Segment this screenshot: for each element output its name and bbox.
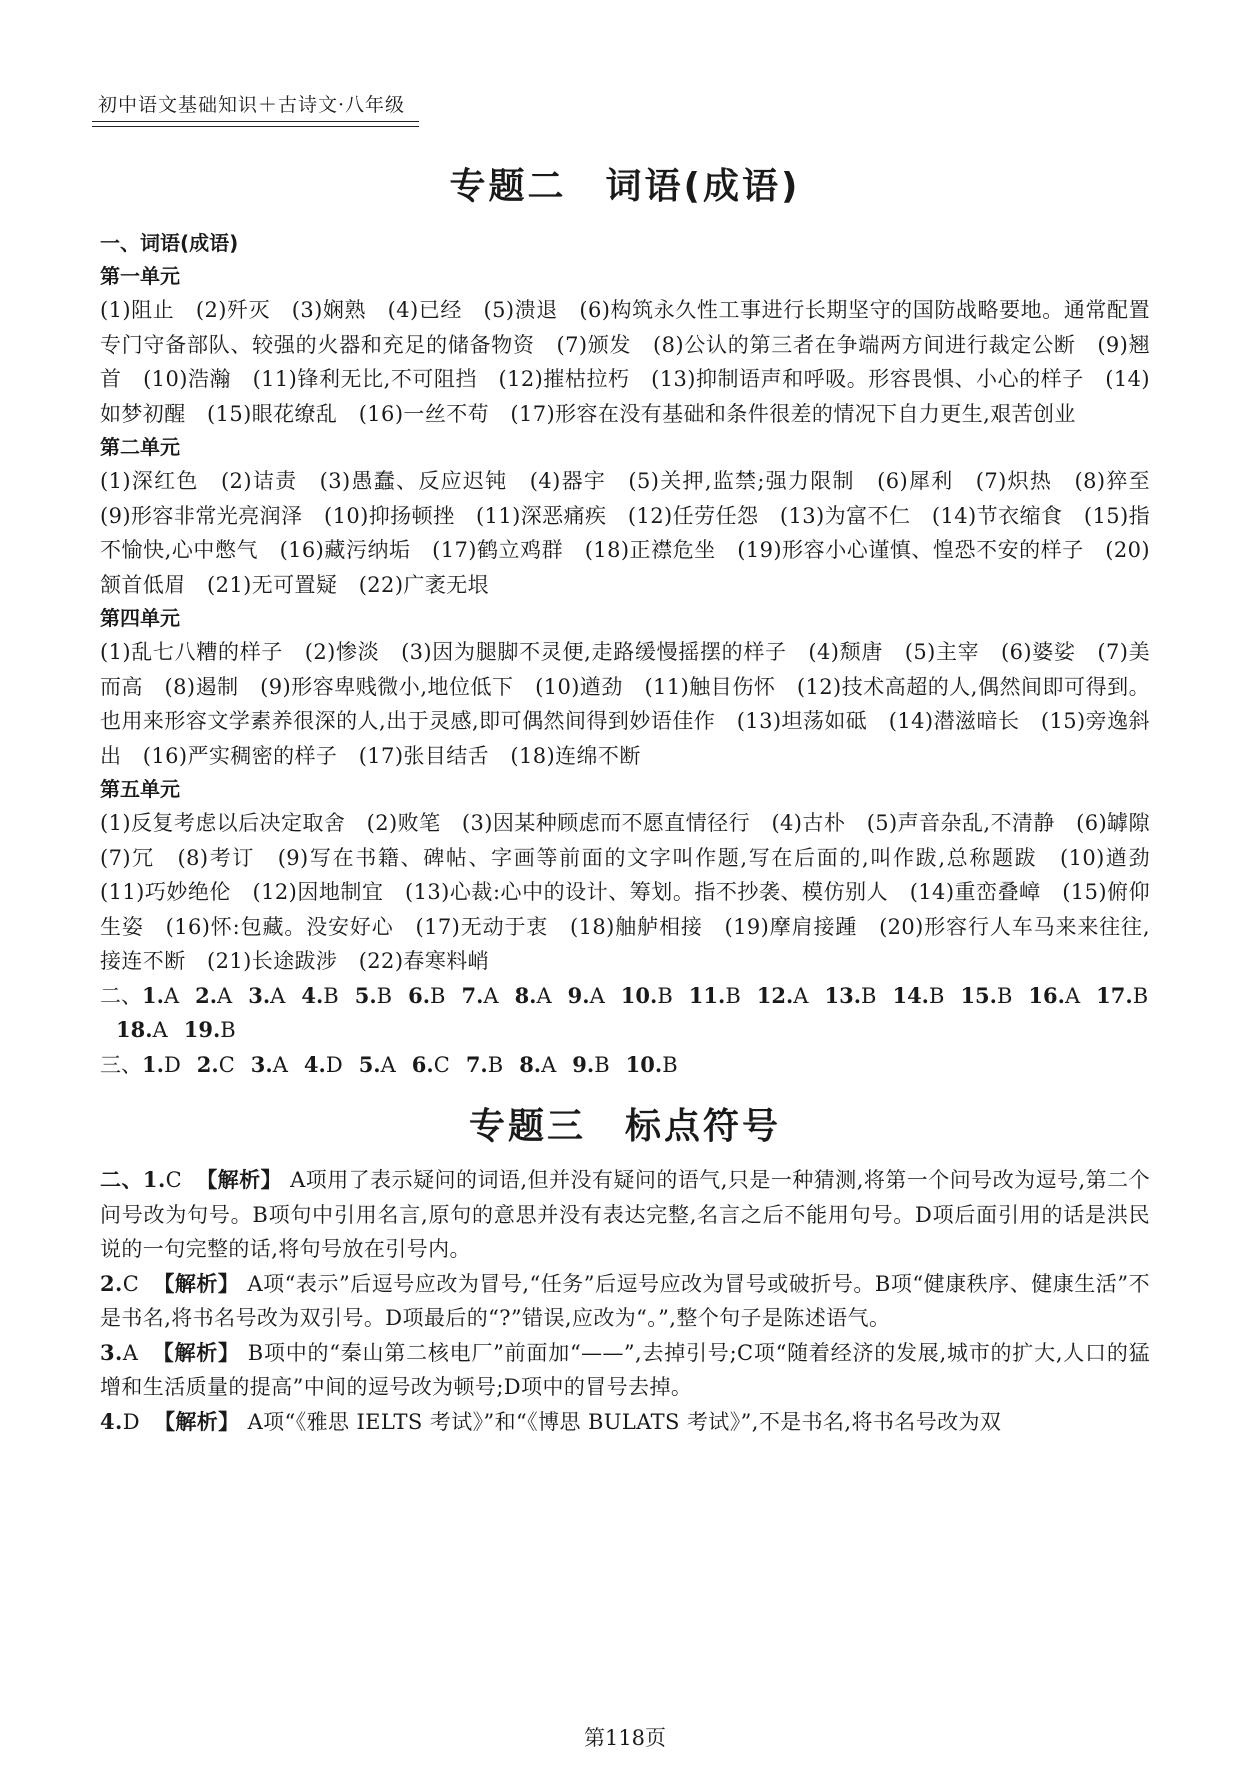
answer-item [461, 984, 498, 1008]
section-2-answers [100, 979, 1150, 1048]
section-3-answers [100, 1048, 1150, 1083]
page-content [100, 158, 1172, 1439]
question-number: 11. [688, 982, 726, 1008]
answer-letter: B [220, 1018, 236, 1042]
question-number: 8. [514, 982, 537, 1008]
explanation-text: B项中的“秦山第二核电厂”前面加“——”,去掉引号;C项“随着经济的发展,城市的扩大,人口的猛增和生活质量的提高”中间的逗号改为顿号;D项中的冒号去掉。 [100, 1340, 1150, 1399]
question-number: 12. [756, 982, 794, 1008]
question-number: 7. [465, 1051, 488, 1077]
answer-item [248, 984, 285, 1008]
answer-item [1028, 984, 1080, 1008]
unit-heading: 第一单元 [100, 264, 180, 288]
answer-letter: B [594, 1052, 610, 1077]
explanation-text: A项“表示”后逗号应改为冒号,“任务”后逗号应改为冒号或破折号。B项“健康秩序、健康生活”不是书名,将书名号改为双引号。D项最后的“?”错误,应改为“。”,整个句子是陈述语气。 [100, 1271, 1150, 1330]
question-number: 1. [142, 982, 164, 1008]
question-number: 15. [960, 982, 997, 1008]
answer-letter: A [270, 983, 286, 1008]
question-number: 18. [116, 1017, 153, 1042]
answer-letter: B [323, 983, 339, 1008]
question-number: 14. [892, 982, 929, 1008]
answer-letter: D [163, 1052, 181, 1077]
answer-letter: A [163, 983, 180, 1008]
answer-item [304, 1053, 343, 1077]
answer-letter: B [929, 983, 945, 1008]
answer-item [301, 984, 338, 1008]
answer-letter: C [433, 1052, 450, 1077]
answer-item [142, 1053, 181, 1077]
question-number: 19. [183, 1017, 221, 1042]
answer-item [515, 984, 552, 1008]
answer-letter: A [589, 983, 605, 1008]
answer-letter: D [325, 1052, 343, 1077]
unit-answers: (1)反复考虑以后决定取舍 (2)败笔 (3)因某种顾虑而不愿直情径行 (4)古朴 (5)声音杂乱,不清静 (6)罅隙 (7)冗 (8)考订 (9)写在书籍、碑帖、字画等前面的文字叫作题,写在后面的,叫作跋,总称题跋 (10)遒劲 (11)巧妙绝伦 (12)因地制宜 (13)心裁:心中的设计、筹划。指不抄袭、模仿别人 (14)重峦叠嶂 (15)俯仰生姿 (16)怀:包藏。没安好心 (17)无动于衷 (18)舳舻相接 (19)摩肩接踵 (20)形容行人车马来来往往,接连不断 (21)长途跋涉 (22)春寒料峭 [100, 811, 1172, 973]
answer-letter: A [272, 1052, 288, 1077]
unit-heading: 第五单元 [100, 777, 180, 801]
unit-answers: (1)深红色 (2)诘责 (3)愚蠢、反应迟钝 (4)器宇 (5)关押,监禁;强力限制 (6)犀利 (7)炽热 (8)猝至 (9)形容非常光亮润泽 (10)抑扬顿挫 (11)深恶痛疾 (12)任劳任怨 (13)为富不仁 (14)节衣缩食 (15)指不愉快,心中憋气 (16)藏污纳垢 (17)鹤立鸡群 (18)正襟危坐 (19)形容小心谨慎、惶恐不安的样子 (20)颔首低眉 (21)无可置疑 (22)广袤无垠 [100, 469, 1172, 597]
explanation-item [100, 1336, 1150, 1405]
answer-item [621, 984, 673, 1008]
unit-block [100, 431, 1172, 602]
answer-item [197, 1053, 235, 1077]
section-prefix: 三、 [100, 1052, 142, 1077]
analysis-tag: 【解析】 [153, 1270, 240, 1296]
explanation-text: A项用了表示疑问的词语,但并没有疑问的语气,只是一种猜测,将第一个问号改为逗号,第二个问号改为句号。B项句中引用名言,原句的意思并没有表达完整,名言之后不能用句号。D项后面引用的话是洪民说的一句完整的话,将句号放在引号内。 [100, 1168, 1150, 1261]
question-number: 8. [519, 1051, 542, 1077]
answer-letter: B [662, 1052, 678, 1077]
answer-item [960, 984, 1012, 1008]
unit-block [100, 773, 1172, 979]
answer-letter: A [793, 983, 809, 1008]
answer-item [466, 1053, 503, 1077]
answer-item [142, 984, 179, 1008]
question-number: 4. [303, 1051, 326, 1077]
answer-letter: B [996, 983, 1013, 1008]
answer-item [519, 1053, 556, 1077]
answer-item [359, 1053, 396, 1077]
answer-letter: B [861, 983, 877, 1008]
answer-item [626, 1053, 678, 1077]
answer-letter: A [380, 1052, 396, 1077]
section-prefix: 二、 [100, 983, 142, 1008]
answer-item [355, 984, 392, 1008]
question-number: 3. [100, 1339, 123, 1365]
topic-2-title: 专题二 词语(成语) [449, 166, 801, 207]
unit-heading: 第二单元 [100, 435, 180, 459]
question-number: 4. [301, 982, 324, 1008]
answer-item [195, 984, 232, 1008]
question-number: 5. [354, 982, 377, 1008]
answer-letter: A [152, 1018, 168, 1042]
answer-letter: D [122, 1409, 140, 1434]
answer-item [689, 984, 741, 1008]
question-number: 10. [620, 982, 658, 1008]
answer-item [184, 1018, 236, 1042]
question-number: 二、1. [100, 1167, 166, 1192]
question-number: 2. [100, 1270, 123, 1296]
answer-item [568, 984, 605, 1008]
question-number: 9. [572, 1051, 595, 1077]
answer-letter: A [536, 983, 552, 1008]
answer-item [824, 984, 876, 1008]
section-1-heading: 一、词语(成语) [100, 231, 239, 255]
answer-letter: A [217, 983, 233, 1008]
answer-item [572, 1053, 609, 1077]
analysis-tag: 【解析】 [196, 1167, 283, 1192]
analysis-tag: 【解析】 [153, 1408, 240, 1434]
answer-letter: C [165, 1168, 183, 1192]
explanation-item [100, 1267, 1150, 1336]
answer-item [116, 1018, 168, 1042]
explanation-text: A项“《雅思 IELTS 考试》”和“《博思 BULATS 考试》”,不是书名,将书名号改为双 [247, 1409, 1002, 1434]
question-number: 2. [195, 982, 218, 1008]
answer-letter: B [430, 983, 446, 1008]
answer-letter: B [487, 1052, 504, 1077]
question-number: 7. [461, 982, 484, 1008]
question-number: 3. [250, 1051, 273, 1077]
question-number: 1. [142, 1051, 164, 1077]
question-number: 5. [358, 1051, 381, 1077]
answer-letter: B [1132, 983, 1149, 1008]
answer-letter: A [541, 1052, 557, 1077]
answer-letter: C [218, 1052, 235, 1077]
answer-letter: A [1064, 983, 1081, 1008]
answer-item [892, 984, 944, 1008]
answer-letter: A [122, 1340, 139, 1365]
topic-3-title: 专题三 标点符号 [468, 1106, 781, 1147]
answer-letter: B [725, 983, 741, 1008]
running-header: 初中语文基础知识＋古诗文·八年级 [92, 90, 419, 122]
question-number: 17. [1096, 982, 1133, 1008]
unit-block [100, 260, 1150, 431]
question-number: 10. [625, 1051, 663, 1077]
answer-item [412, 1053, 450, 1077]
explanation-item [100, 1163, 1150, 1267]
analysis-tag: 【解析】 [152, 1339, 240, 1365]
answer-item [757, 984, 809, 1008]
page-number: 第118页 [583, 1726, 667, 1750]
question-number: 6. [408, 982, 431, 1008]
answer-item [251, 1053, 288, 1077]
punctuation-answers [100, 1163, 1150, 1439]
unit-heading: 第四单元 [100, 606, 180, 630]
answer-item [1096, 984, 1148, 1008]
question-number: 6. [411, 1051, 434, 1077]
unit-answers: (1)阻止 (2)歼灭 (3)娴熟 (4)已经 (5)溃退 (6)构筑永久性工事进行长期坚守的国防战略要地。通常配置专门守备部队、较强的火器和充足的储备物资 (7)颁发 (8)公认的第三者在争端两方间进行裁定公断 (9)翘首 (10)浩瀚 (11)锋利无比,不可阻挡 (12)摧枯拉朽 (13)抑制语声和呼吸。形容畏惧、小心的样子 (14)如梦初醒 (15)眼花缭乱 (16)一丝不苟 (17)形容在没有基础和条件很差的情况下自力更生,艰苦创业 [100, 298, 1150, 426]
question-number: 4. [100, 1408, 123, 1434]
answer-letter: B [657, 983, 673, 1008]
answer-letter: A [483, 983, 499, 1008]
question-number: 16. [1028, 982, 1065, 1008]
answer-letter: C [122, 1271, 140, 1296]
question-number: 9. [567, 982, 590, 1008]
question-number: 3. [248, 982, 271, 1008]
explanation-item [100, 1405, 1150, 1440]
unit-block [100, 602, 1150, 773]
question-number: 2. [196, 1051, 219, 1077]
answer-letter: B [376, 983, 393, 1008]
answer-item [408, 984, 445, 1008]
unit-answers: (1)乱七八糟的样子 (2)惨淡 (3)因为腿脚不灵便,走路缓慢摇摆的样子 (4)颓唐 (5)主宰 (6)婆娑 (7)美而高 (8)遏制 (9)形容卑贱微小,地位低下 (10)遒劲 (11)触目伤怀 (12)技术高超的人,偶然间即可得到。也用来形容文学素养很深的人,出于灵感,即可偶然间得到妙语佳作 (13)坦荡如砥 (14)潜滋暗长 (15)旁逸斜出 (16)严实稠密的样子 (17)张目结舌 (18)连绵不断 [100, 640, 1150, 768]
question-number: 13. [824, 982, 862, 1008]
